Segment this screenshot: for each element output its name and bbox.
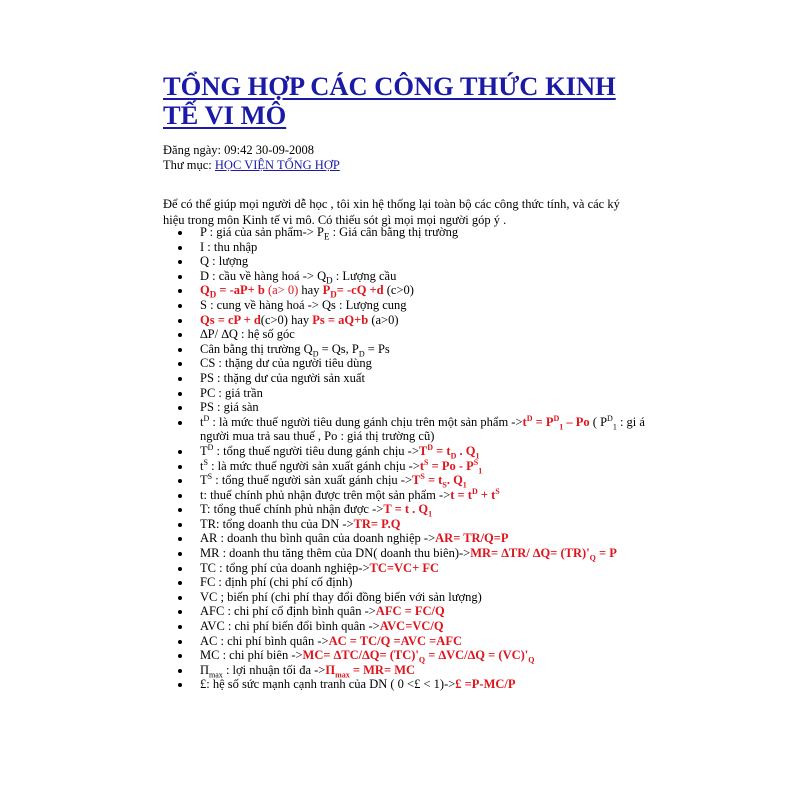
list-item: t: thuế chính phủ nhận được trên một sản phẩm $->t = t^D + t^S$: [200, 488, 700, 503]
list-item: $T^D$ : tổng thuế người tiêu dung gánh chịu $->T^D = t_D$ . $Q_1$: [200, 444, 700, 459]
folder-link[interactable]: HỌC VIỆN TỔNG HỢP: [214, 158, 340, 172]
list-item: MC : chi phí biên $->MC= \Delta TC/\Delta Q= (TC)'_Q = \Delta VC/\Delta Q = (VC)'_Q$: [200, 648, 700, 663]
folder-label: Thư mục:: [163, 158, 215, 172]
list-item: P : giá của sản phẩm-> $P_E$ : Giá cân bằng thị trường: [200, 225, 700, 240]
intro-paragraph: Để có thể giúp mọi người dễ học , tôi xin hệ thống lại toàn bộ các công thức tính, và các ký hiệu trong môn Kinh tế vi mô. Có thiếu sót gì mọi mọi người góp ý .: [163, 196, 620, 227]
list-item: AVC : chi phí biến đổi bình quân ->AVC=VC/Q: [200, 619, 700, 634]
formula-list: [163, 225, 700, 692]
list-item: AR : doanh thu bình quân của doanh nghiệp ->AR= TR/Q=P: [200, 531, 700, 546]
list-item: $T^S$ : tổng thuế người sản xuất gánh chịu $->T^S = t_S$. $Q_1$: [200, 473, 700, 488]
list-item: I : thu nhập: [200, 240, 700, 255]
list-item: T: tổng thuế chính phủ nhận được ->T = t . $Q_1$: [200, 502, 700, 517]
list-item: TR: tổng doanh thu của DN ->TR= P.Q: [200, 517, 700, 532]
page-title[interactable]: TỔNG HỢP CÁC CÔNG THỨC KINH TẾ VI MÔ: [163, 71, 616, 130]
post-folder: [163, 158, 340, 173]
list-item: D : cầu về hàng hoá -> $Q_D$ : Lượng cầu: [200, 269, 700, 284]
list-item: AFC : chi phí cố định bình quân ->AFC = FC/Q: [200, 604, 700, 619]
list-item: PS : giá sàn: [200, 400, 700, 415]
post-date: Đăng ngày: 09:42 30-09-2008: [163, 143, 315, 157]
list-item: Q : lượng: [200, 254, 700, 269]
post-meta: [163, 143, 340, 173]
list-item: £: hệ số sức mạnh cạnh tranh của DN ( 0 <£ < 1)->£ =P-MC/P: [200, 677, 700, 692]
list-item: Qs = cP + d(c>0) hay Ps = aQ+b (a>0): [200, 313, 700, 328]
list-item: S : cung về hàng hoá -> Qs : Lượng cung: [200, 298, 700, 313]
list-item: PS : thặng dư của người sản xuất: [200, 371, 700, 386]
list-item: $Q_D = -aP+ b$ (a> 0) hay $P_D= -cQ +d$ (c>0): [200, 283, 700, 298]
list-item: ∆P/ ∆Q : hệ số góc: [200, 327, 700, 342]
list-item: Cân bằng thị trường $Q_D = Qs$, $P_D = Ps$: [200, 342, 700, 357]
list-item: $t^D$ : là mức thuế người tiêu dung gánh chịu trên một sản phẩm $->t^D = P^D_1 - Po$ ( $P^D_1$ : gi á người mua trả sau thuế , Po : giá thị trường cũ): [200, 415, 650, 444]
list-item: AC : chi phí bình quân ->AC = TC/Q =AVC =AFC: [200, 634, 700, 649]
list-item: TC : tổng phí của doanh nghiệp->TC=VC+ FC: [200, 561, 700, 576]
list-item: FC : định phí (chi phí cố định): [200, 575, 700, 590]
list-item: $\Pi_{max}$ : lợi nhuận tối đa $->\Pi_{max} = MR=$ MC: [200, 663, 700, 678]
list-item: PC : giá trần: [200, 386, 700, 401]
list-item: VC ; biến phí (chi phí thay đổi đồng biến với sản lượng): [200, 590, 700, 605]
list-item: CS : thặng dư của người tiêu dùng: [200, 356, 700, 371]
list-item: $t^S$ : là mức thuế người sản xuất gánh chịu $->t^S = Po - P^S_1$: [200, 459, 700, 474]
list-item: MR : doanh thu tăng thêm của DN( doanh thu biên)->MR= ∆TR/ $\Delta Q= (TR)'_Q = P$: [200, 546, 700, 561]
